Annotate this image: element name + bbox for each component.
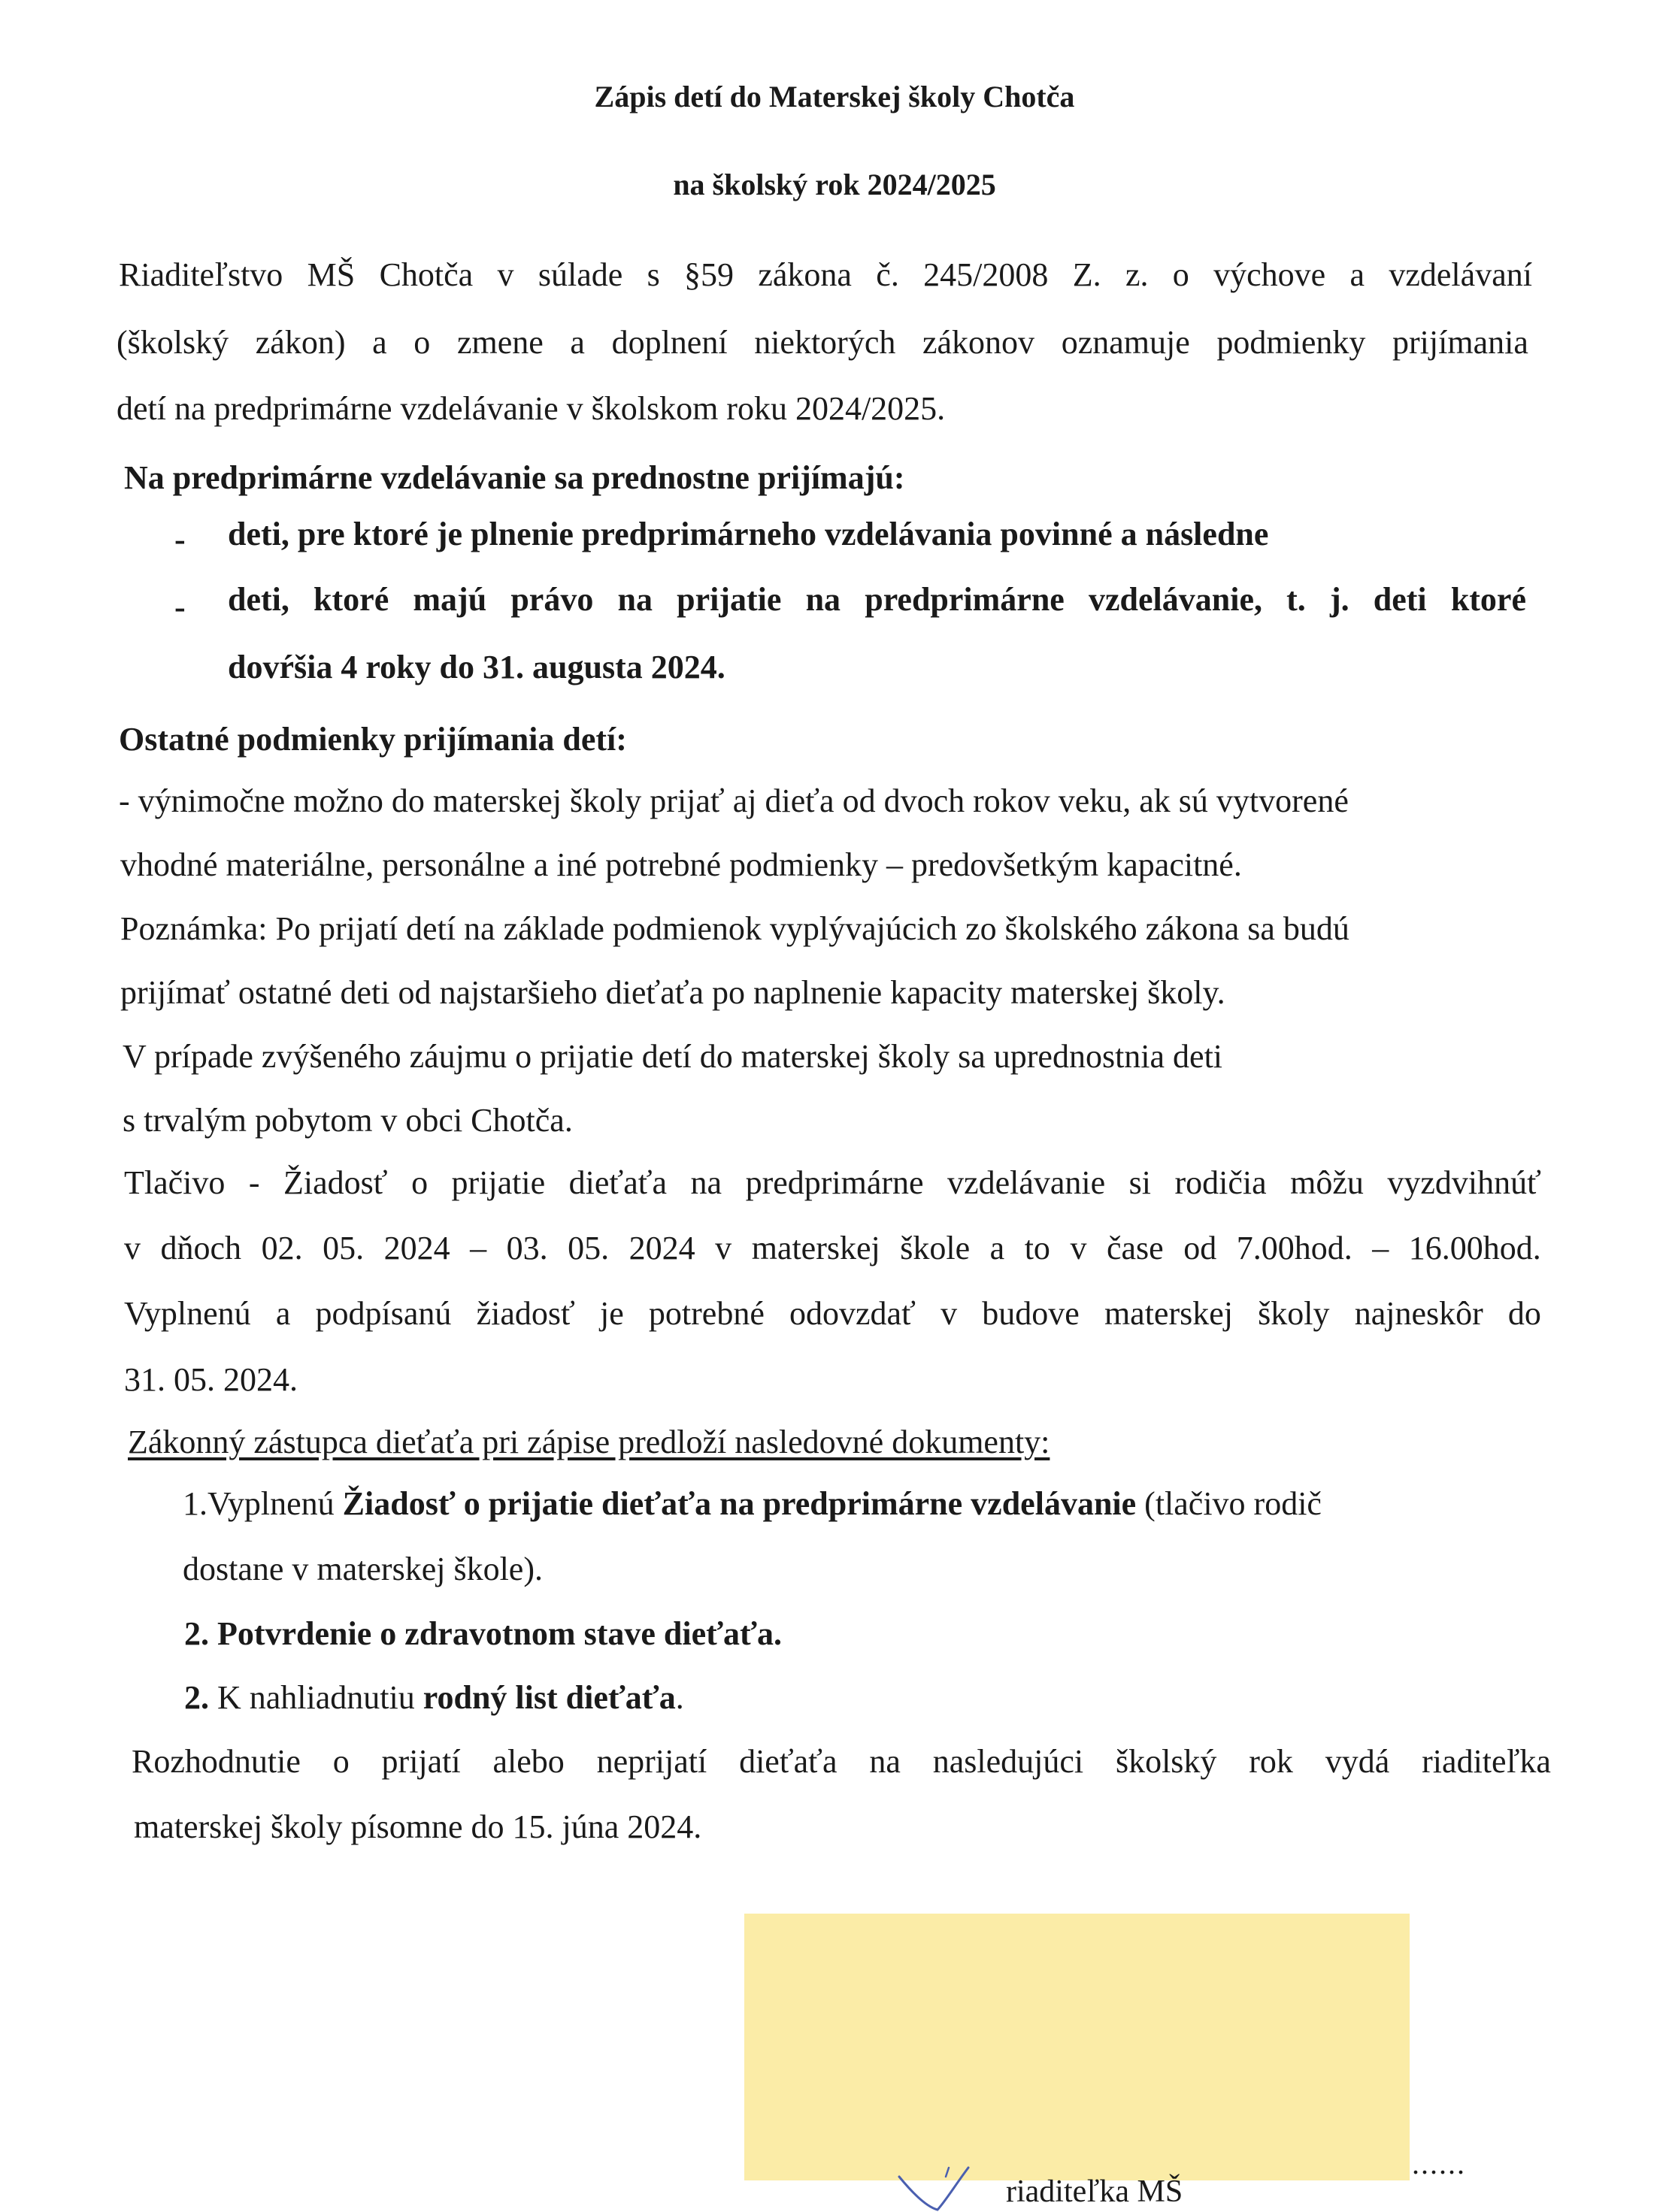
- note-line-1: Poznámka: Po prijatí detí na základe podmienok vyplývajúcich zo školského zákona sa budú: [120, 910, 1349, 947]
- word: v: [1070, 1230, 1087, 1266]
- word: rok: [1249, 1743, 1293, 1780]
- word: a: [989, 1230, 1005, 1266]
- word: nasledujúci: [932, 1743, 1084, 1780]
- decision-line-1: [132, 1742, 1551, 1781]
- word: prijímania: [1392, 324, 1528, 361]
- signature-dots: ......: [1412, 2147, 1466, 2180]
- word: 2024: [629, 1230, 695, 1266]
- word: dieťaťa: [568, 1164, 668, 1201]
- word: 02.: [261, 1230, 303, 1266]
- priority-item-2-line-2: dovŕšia 4 roky do 31. augusta 2024.: [228, 649, 725, 685]
- other-conditions-heading: Ostatné podmienky prijímania detí:: [119, 721, 627, 758]
- word: najneskôr: [1354, 1295, 1483, 1332]
- signature-stroke-icon: [896, 2163, 979, 2212]
- documents-item-3-suffix: .: [675, 1679, 684, 1716]
- document-subtitle: na školský rok 2024/2025: [673, 168, 996, 201]
- word: neprijatí: [596, 1743, 707, 1780]
- word: na: [805, 581, 841, 618]
- word: MŠ: [307, 256, 356, 293]
- word: riaditeľka: [1422, 1743, 1551, 1780]
- word: je: [599, 1295, 624, 1332]
- word: deti: [1373, 581, 1427, 618]
- word: zákon): [255, 324, 346, 361]
- word: Žiadosť: [283, 1164, 388, 1201]
- word: výchove: [1213, 256, 1326, 293]
- word: Chotča: [379, 256, 474, 293]
- documents-heading: Zákonný zástupca dieťaťa pri zápise predloží nasledovné dokumenty:: [128, 1424, 1050, 1460]
- word: vydá: [1325, 1743, 1390, 1780]
- word: v: [497, 256, 514, 293]
- documents-item-1-prefix: 1.Vyplnenú: [183, 1485, 343, 1522]
- word: Tlačivo: [124, 1164, 226, 1201]
- word: deti,: [228, 581, 289, 618]
- documents-item-3-prefix: K nahliadnutiu: [209, 1679, 423, 1716]
- word: predprimárne: [745, 1164, 924, 1201]
- word: právo: [510, 581, 594, 618]
- word: Vyplnenú: [124, 1295, 251, 1332]
- word: ktoré: [1450, 581, 1526, 618]
- word: na: [617, 581, 653, 618]
- word: –: [1372, 1230, 1389, 1266]
- priority-heading: Na predprimárne vzdelávanie sa prednostne prijímajú:: [124, 459, 905, 496]
- word: oznamuje: [1061, 324, 1190, 361]
- word: č.: [876, 256, 899, 293]
- word: 03.: [506, 1230, 548, 1266]
- word: dňoch: [160, 1230, 242, 1266]
- word: zákona: [758, 256, 852, 293]
- word: materskej: [1104, 1295, 1233, 1332]
- word: súlade: [538, 256, 623, 293]
- word: o: [411, 1164, 429, 1201]
- documents-item-2: 2. Potvrdenie o zdravotnom stave dieťaťa.: [184, 1615, 782, 1652]
- word: v: [941, 1295, 958, 1332]
- word: zákonov: [922, 324, 1035, 361]
- word: podmienky: [1216, 324, 1366, 361]
- word: dieťaťa: [739, 1743, 838, 1780]
- bullet-mark: -: [174, 589, 186, 625]
- word: vyzdvihnúť: [1387, 1164, 1541, 1201]
- priority-item-1: deti, pre ktoré je plnenie predprimárneho vzdelávania povinné a následne: [228, 516, 1269, 552]
- priority-item-2-line-1: [228, 580, 1526, 619]
- documents-item-3-num: 2.: [184, 1679, 209, 1716]
- word: v: [124, 1230, 141, 1266]
- documents-item-3-bold: rodný list dieťaťa: [423, 1679, 676, 1716]
- word: a: [275, 1295, 291, 1332]
- preference-line-2: s trvalým pobytom v obci Chotča.: [123, 1102, 573, 1139]
- word: majú: [413, 581, 487, 618]
- word: si: [1128, 1164, 1151, 1201]
- word: to: [1024, 1230, 1050, 1266]
- word: prijatie: [677, 581, 782, 618]
- intro-line-2: [117, 323, 1528, 362]
- form-info-line-1: [124, 1163, 1541, 1202]
- word: čase: [1106, 1230, 1164, 1266]
- bullet-mark: -: [174, 521, 186, 558]
- documents-item-3: [184, 1678, 684, 1717]
- word: niektorých: [754, 324, 896, 361]
- word: ktoré: [314, 581, 389, 618]
- word: žiadosť: [476, 1295, 575, 1332]
- word: prijatí: [381, 1743, 461, 1780]
- signature-label: riaditeľka MŠ: [1006, 2174, 1183, 2209]
- documents-item-1-suffix: (tlačivo rodič: [1136, 1485, 1322, 1522]
- word: 2024: [383, 1230, 450, 1266]
- word: môžu: [1290, 1164, 1364, 1201]
- word: j.: [1329, 581, 1349, 618]
- intro-line-3: detí na predprimárne vzdelávanie v školskom roku 2024/2025.: [117, 390, 946, 427]
- word: a: [372, 324, 387, 361]
- word: školy: [1258, 1295, 1330, 1332]
- word: t.: [1286, 581, 1306, 618]
- documents-item-1-line-2: dostane v materskej škole).: [183, 1551, 543, 1587]
- word: potrebné: [648, 1295, 765, 1332]
- intro-line-1: [119, 256, 1532, 294]
- word: doplnení: [611, 324, 728, 361]
- document-title: Zápis detí do Materskej školy Chotča: [594, 80, 1075, 113]
- word: rodičia: [1174, 1164, 1267, 1201]
- word: do: [1507, 1295, 1541, 1332]
- word: Rozhodnutie: [132, 1743, 301, 1780]
- other-conditions-line-2: vhodné materiálne, personálne a iné potrebné podmienky – predovšetkým kapacitné.: [120, 846, 1242, 883]
- word: budove: [982, 1295, 1080, 1332]
- word: 05.: [568, 1230, 610, 1266]
- word: v: [715, 1230, 732, 1266]
- word: vzdelávanie: [947, 1164, 1106, 1201]
- word: materskej: [751, 1230, 880, 1266]
- form-info-line-2: [124, 1229, 1541, 1267]
- decision-line-2: materskej školy písomne do 15. júna 2024.: [134, 1808, 702, 1845]
- word: 05.: [323, 1230, 365, 1266]
- documents-item-1-bold: Žiadosť o prijatie dieťaťa na predprimárne vzdelávanie: [342, 1485, 1137, 1522]
- form-info-line-4: 31. 05. 2024.: [124, 1361, 298, 1398]
- word: predprimárne: [865, 581, 1065, 618]
- preference-line-1: V prípade zvýšeného záujmu o prijatie detí do materskej školy sa uprednostnia deti: [123, 1038, 1223, 1075]
- word: vzdelávaní: [1389, 256, 1532, 293]
- word: alebo: [492, 1743, 565, 1780]
- word: od: [1183, 1230, 1217, 1266]
- word: školský: [1115, 1743, 1217, 1780]
- word: vzdelávanie,: [1089, 581, 1262, 618]
- word: na: [690, 1164, 722, 1201]
- word: -: [248, 1164, 260, 1201]
- word: Riaditeľstvo: [119, 256, 283, 293]
- word: o: [1172, 256, 1189, 293]
- word: o: [332, 1743, 350, 1780]
- word: na: [869, 1743, 901, 1780]
- word: Z.: [1072, 256, 1101, 293]
- form-info-line-3: [124, 1294, 1541, 1333]
- note-line-2: prijímať ostatné deti od najstaršieho dieťaťa po naplnenie kapacity materskej školy.: [120, 974, 1225, 1011]
- word: odovzdať: [789, 1295, 916, 1332]
- word: s: [647, 256, 660, 293]
- sticky-note: [744, 1914, 1410, 2180]
- documents-item-1: [183, 1484, 1322, 1523]
- word: a: [570, 324, 585, 361]
- word: (školský: [117, 324, 229, 361]
- word: 16.00hod.: [1408, 1230, 1541, 1266]
- word: podpísanú: [315, 1295, 452, 1332]
- word: a: [1349, 256, 1365, 293]
- other-conditions-line-1: - výnimočne možno do materskej školy prijať aj dieťa od dvoch rokov veku, ak sú vytvorené: [119, 782, 1349, 819]
- word: 245/2008: [923, 256, 1049, 293]
- word: zmene: [456, 324, 544, 361]
- word: 7.00hod.: [1236, 1230, 1352, 1266]
- word: o: [413, 324, 431, 361]
- word: z.: [1125, 256, 1149, 293]
- word: škole: [900, 1230, 971, 1266]
- word: §59: [684, 256, 735, 293]
- word: –: [470, 1230, 487, 1266]
- word: prijatie: [451, 1164, 546, 1201]
